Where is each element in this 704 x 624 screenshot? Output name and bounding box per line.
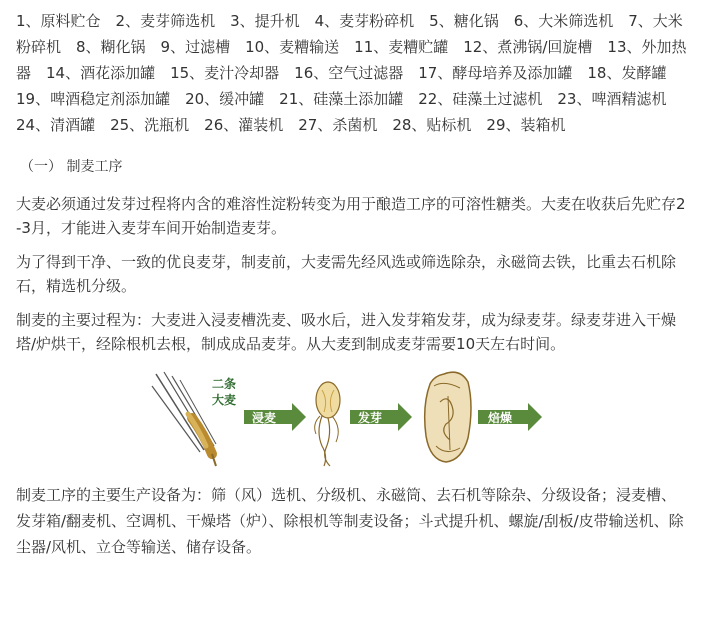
paragraph-barley-germination: 大麦必须通过发芽过程将内含的难溶性淀粉转变为用于酿造工序的可溶性糖类。大麦在收获后先贮存2-3月，才能进入麦芽车间开始制造麦芽。 — [16, 195, 686, 237]
paragraph-malting-process: 制麦的主要过程为：大麦进入浸麦槽洗麦、吸水后，进入发芽箱发芽，成为绿麦芽。绿麦芽进入干燥塔/炉烘干，经除根机去根，制成成品麦芽。从大麦到制成麦芽需要10天左右时间。 — [16, 311, 677, 353]
arrow-germination — [350, 403, 412, 431]
step-germination-label: 发芽 — [358, 411, 383, 425]
barley-label-line1: 二条 — [212, 377, 237, 391]
section-heading: （一） 制麦工序 — [20, 159, 123, 175]
arrow-steeping — [244, 403, 306, 431]
paragraph-cleaning: 为了得到干净、一致的优良麦芽，制麦前，大麦需先经风选或筛选除杂，永磁筒去铁，比重去石机除石，精选机分级。 — [16, 253, 677, 295]
equipment-list: 1、原料贮仓 2、麦芽筛选机 3、提升机 4、麦芽粉碎机 5、糖化锅 6、大米筛选机 7、大米粉碎机 8、糊化锅 9、过滤槽 10、麦糟输送 11、麦糟贮罐 12、煮沸锅/回旋槽 13、外加热器 14、酒花添加罐 15、麦汁冷却器 16、空气过滤器 17、酵母培养及添加罐 18、发酵罐 19、啤酒稳定剂添加罐 20、缓冲罐 21、硅藻土添加罐 22、硅藻土过滤机 23、啤酒精滤机 24、清酒罐 25、洗瓶机 26、灌装机 27、杀菌机 28、贴标机 29、装箱机 — [16, 12, 687, 134]
step-steeping-label: 浸麦 — [252, 411, 277, 425]
barley-label-line2: 大麦 — [212, 393, 237, 407]
malting-diagram-svg — [16, 366, 688, 474]
malting-process-diagram — [16, 366, 688, 474]
barley-ear-image — [152, 372, 216, 466]
paragraph-equipment: 制麦工序的主要生产设备为：筛（风）选机、分级机、永磁筒、去石机等除杂、分级设备；浸麦槽、发芽箱/翻麦机、空调机、干燥塔（炉）、除根机等制麦设备；斗式提升机、螺旋/刮板/皮带输送机、除尘器/风机、立仓等输送、储存设备。 — [16, 486, 684, 556]
article — [16, 8, 688, 560]
germinating-grain-image — [315, 382, 340, 466]
malt-grain-image — [425, 372, 471, 462]
arrow-kilning — [478, 403, 542, 431]
step-kilning-label: 焙燥 — [488, 411, 513, 425]
